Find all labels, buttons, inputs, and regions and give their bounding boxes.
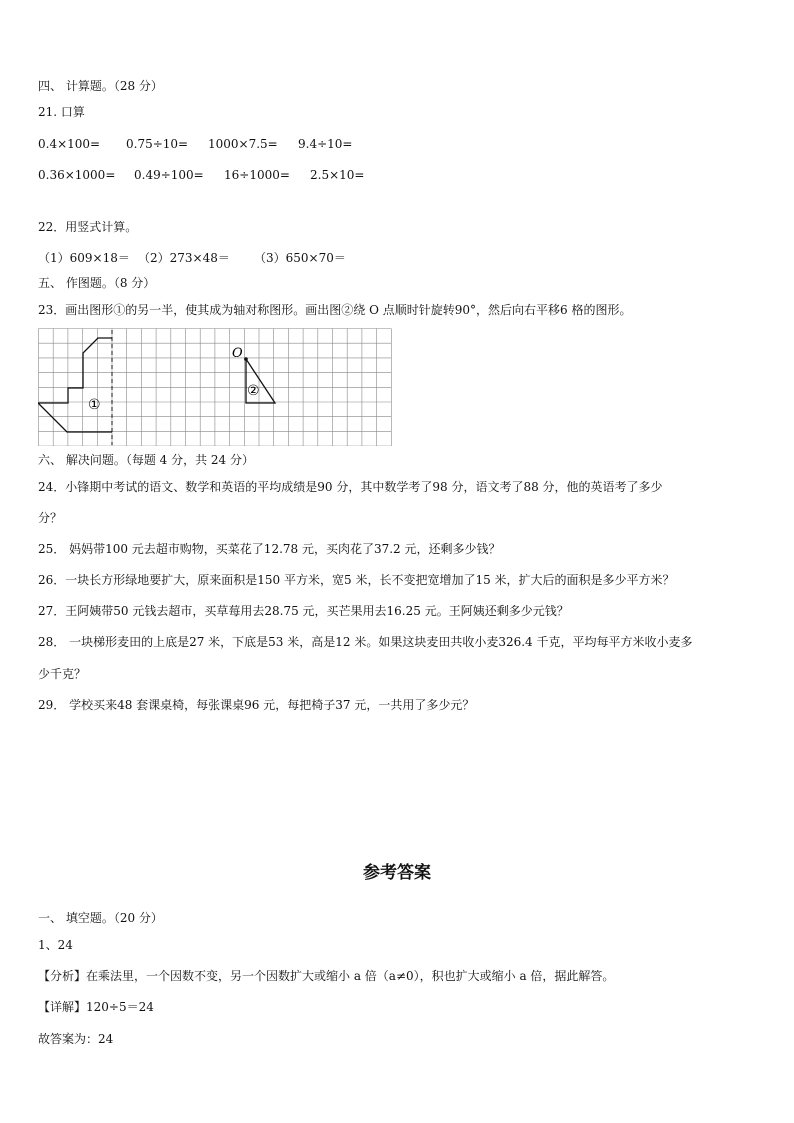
q22-title: 22．用竖式计算。 bbox=[38, 220, 138, 234]
shape-1 bbox=[38, 338, 112, 432]
point-o bbox=[244, 357, 248, 361]
shape-2-label: ② bbox=[247, 383, 260, 399]
q27-text: 27．王阿姨带50 元钱去超市，买草莓用去28.75 元，买芒果用去16.25 元。王阿姨还剩多少元钱？ bbox=[38, 604, 569, 618]
vertical-calc-item: （2）273×48＝ bbox=[138, 251, 230, 265]
answers-title: 参考答案 bbox=[363, 863, 431, 883]
q29-text: 29． 学校买来48 套课桌椅，每张课桌96 元，每把椅子37 元，一共用了多少元？ bbox=[38, 698, 475, 712]
q26-text: 26．一块长方形绿地要扩大，原来面积是150 平方米，宽5 米，长不变把宽增加了15 米，扩大后的面积是多少平方米？ bbox=[38, 573, 675, 587]
q24-line1: 24．小锋期中考试的语文、数学和英语的平均成绩是90 分，其中数学考了98 分，语文考了88 分，他的英语考了多少 bbox=[38, 480, 663, 494]
answer-1: 1、24 bbox=[38, 938, 73, 952]
expr: 0.49÷100= bbox=[134, 168, 204, 182]
q28-line2: 少千克？ bbox=[38, 667, 87, 681]
expr: 2.5×10= bbox=[310, 168, 365, 182]
q22-items bbox=[38, 250, 346, 266]
answer-analysis: 【分析】在乘法里，一个因数不变，另一个因数扩大或缩小 a 倍（a≠0），积也扩大或缩小 a 倍，据此解答。 bbox=[38, 969, 615, 983]
grid-lines bbox=[39, 329, 392, 447]
answer-final: 故答案为：24 bbox=[38, 1032, 114, 1046]
grid-figure bbox=[38, 328, 392, 446]
q25-text: 25． 妈妈带100 元去超市购物，买菜花了12.78 元，买肉花了37.2 元，还剩多少钱？ bbox=[38, 542, 501, 556]
q21-row2 bbox=[38, 167, 364, 183]
answer-detail: 【详解】120÷5＝24 bbox=[38, 1000, 154, 1014]
q24-line2: 分？ bbox=[38, 511, 63, 525]
q23-text: 23．画出图形①的另一半，使其成为轴对称图形。画出图②绕 O 点顺时针旋转90°，然后向右平移6 格的图形。 bbox=[38, 303, 632, 317]
expr: 0.75÷10= bbox=[126, 137, 189, 151]
section4-heading: 四、 计算题。（28 分） bbox=[38, 79, 163, 93]
point-o-label: O bbox=[232, 346, 243, 361]
q21-title: 21. 口算 bbox=[38, 105, 85, 119]
expr: 0.4×100= bbox=[38, 137, 101, 151]
section5-heading: 五、 作图题。（8 分） bbox=[38, 276, 156, 290]
answers-section1-heading: 一、 填空题。（20 分） bbox=[38, 911, 163, 925]
q21-row1 bbox=[38, 136, 352, 152]
expr: 9.4÷10= bbox=[298, 137, 353, 151]
shape-1-label: ① bbox=[88, 397, 101, 413]
vertical-calc-item: （1）609×18＝ bbox=[38, 251, 130, 265]
expr: 1000×7.5= bbox=[208, 137, 278, 151]
q28-line1: 28． 一块梯形麦田的上底是27 米，下底是53 米，高是12 米。如果这块麦田共收小麦326.4 千克，平均每平方米收小麦多 bbox=[38, 635, 693, 649]
vertical-calc-item: （3）650×70＝ bbox=[254, 251, 346, 265]
section6-heading: 六、 解决问题。（每题 4 分，共 24 分） bbox=[38, 453, 254, 467]
expr: 0.36×1000= bbox=[38, 168, 116, 182]
expr: 16÷1000= bbox=[224, 168, 290, 182]
